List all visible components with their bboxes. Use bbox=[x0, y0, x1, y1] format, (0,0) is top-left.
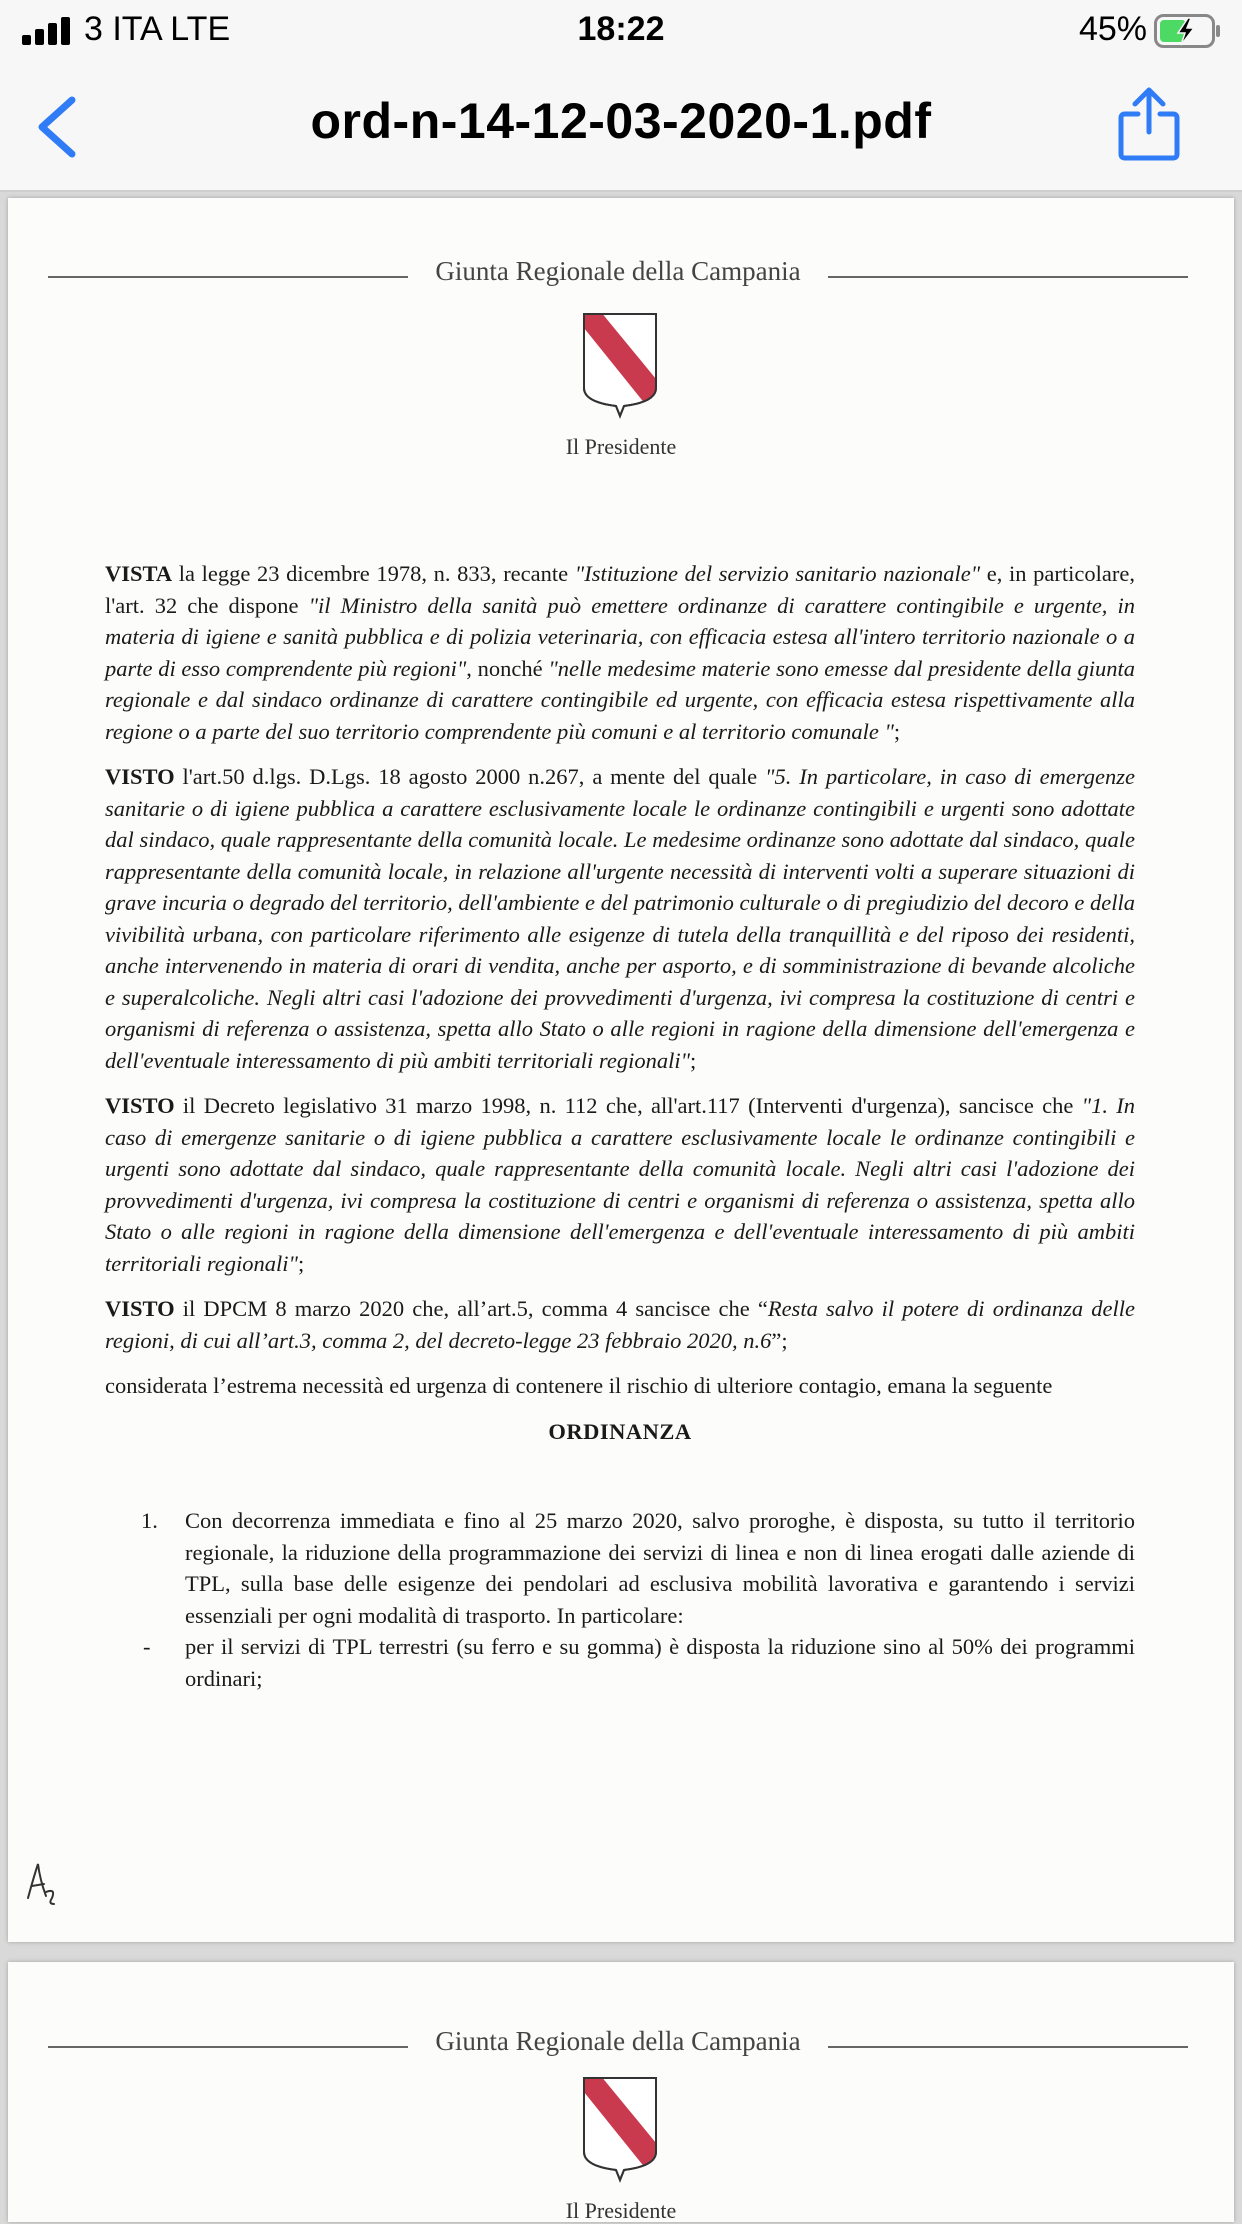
ordinance-subitem bbox=[105, 1631, 1135, 1694]
ordinance-heading: ORDINANZA bbox=[548, 1418, 692, 1444]
paragraph-visto-dpcm: VISTO il DPCM 8 marzo 2020 che, all’art.5, comma 4 sancisce che “Resta salvo il potere di ordinanza delle regioni, di cui all’art.3, comma 2, del decreto-legge 23 febbraio 2020, n.6”; bbox=[105, 1296, 1135, 1353]
letterhead-rule bbox=[828, 2046, 1188, 2048]
navigation-bar bbox=[0, 62, 1242, 192]
paragraph-visto-decreto: VISTO il Decreto legislativo 31 marzo 1998, n. 112 che, all'art.117 (Interventi d'urgenza), sancisce che "1. In caso di emergenze sanitarie o di igiene pubblica a carattere esclusivamente locale le ordinanze contingibili e urgenti sono adottate dal sindaco, quale rappresentante della comunità locale. Negli altri casi l'adozione dei provvedimenti d'urgenza, ivi compresa la costituzione di centri e organismi di referenza o assistenza, spetta allo Stato o alle regioni in ragione della dimensione dell'emergenza e dell'eventuale interessamento di più ambiti territoriali regionali"; bbox=[105, 1093, 1135, 1276]
letterhead bbox=[48, 2026, 1188, 2066]
paragraph-vista-legge: VISTA la legge 23 dicembre 1978, n. 833, recante "Istituzione del servizio sanitario nazionale" e, in particolare, l'art. 32 che dispone "il Ministro della sanità può emettere ordinanze di carattere contingibile e urgente, in materia di igiene e sanità pubblica e di polizia veterinaria, con efficacia estesa all'intero territorio nazionale o a parte di esso comprendente più regioni", nonché "nelle medesime materie sono emesse dal presidente della giunta regionale e dal sindaco ordinanze di carattere contingibile ed urgente, con efficacia estesa rispettivamente alla regione o a parte del suo territorio comprendente più comuni e al territorio comunale "; bbox=[105, 561, 1135, 744]
letterhead bbox=[48, 256, 1188, 296]
clock: 18:22 bbox=[577, 10, 665, 48]
ordinance-item-number: 1. bbox=[141, 1508, 158, 1533]
signatory-title: Il Presidente bbox=[565, 434, 677, 459]
letterhead-title: Giunta Regionale della Campania bbox=[435, 2026, 801, 2056]
paragraph-considerata: considerata l’estrema necessità ed urgenza di contenere il rischio di ulteriore contagio, emana la seguente bbox=[105, 1373, 1053, 1398]
ordinance-list bbox=[105, 1505, 1135, 1694]
battery-percent: 45% bbox=[1078, 10, 1147, 48]
status-bar bbox=[0, 0, 1242, 62]
letterhead-title: Giunta Regionale della Campania bbox=[435, 256, 801, 286]
ordinance-subitem-text: per il servizi di TPL terrestri (su ferro e su gomma) è disposta la riduzione sino al 50% dei programmi ordinari; bbox=[185, 1634, 1135, 1691]
carrier-label: 3 ITA LTE bbox=[84, 10, 231, 48]
document-body bbox=[105, 558, 1135, 1694]
ordinance-item bbox=[105, 1505, 1135, 1631]
letterhead-rule bbox=[828, 276, 1188, 278]
document-title: ord-n-14-12-03-2020-1.pdf bbox=[310, 93, 932, 149]
paragraph-visto-art50: VISTO l'art.50 d.lgs. D.Lgs. 18 agosto 2000 n.267, a mente del quale "5. In particolare, in caso di emergenze sanitarie o di igiene pubblica a carattere esclusivamente locale le ordinanze contingibili e urgenti sono adottate dal sindaco, quale rappresentante della comunità locale. Le medesime ordinanze sono adottate dal sindaco, quale rappresentante della comunità locale, in relazione all'urgente necessità di interventi volti a superare situazioni di grave incuria o degrado del territorio, dell'ambiente e del patrimonio culturale o di pregiudizio del decoro e della vivibilità urbana, con particolare riferimento alle esigenze di tutela della tranquillità e del riposo dei residenti, anche intervenendo in materia di orari di vendita, anche per asporto, e di somministrazione di bevande alcoliche e superalcoliche. Negli altri casi l'adozione dei provvedimenti d'urgenza, ivi compresa la costituzione di centri e organismi di referenza o assistenza, spetta allo Stato o alle regioni in ragione della dimensione dell'emergenza e dell'eventuale interessamento di più ambiti territoriali regionali"; bbox=[105, 764, 1135, 1073]
campania-crest-icon bbox=[580, 310, 660, 418]
signatory-title: Il Presidente bbox=[565, 2198, 677, 2223]
ordinance-item-text: Con decorrenza immediata e fino al 25 marzo 2020, salvo proroghe, è disposta, su tutto il territorio regionale, la riduzione della programmazione dei servizi di linea e non di linea erogati dalle aziende di TPL, sulla base delle esigenze dei pendolari ad esclusiva mobilità lavorativa e garantendo i servizi essenziali per ogni modalità di trasporto. In particolare: bbox=[185, 1508, 1135, 1628]
campania-crest-icon bbox=[580, 2074, 660, 2182]
handwritten-initials bbox=[22, 1858, 62, 1908]
battery-charging-icon bbox=[1154, 14, 1222, 48]
document-page-1 bbox=[8, 198, 1234, 1942]
subitem-dash: - bbox=[143, 1634, 151, 1659]
share-button[interactable] bbox=[1116, 84, 1182, 164]
document-page-2 bbox=[8, 1962, 1234, 2222]
